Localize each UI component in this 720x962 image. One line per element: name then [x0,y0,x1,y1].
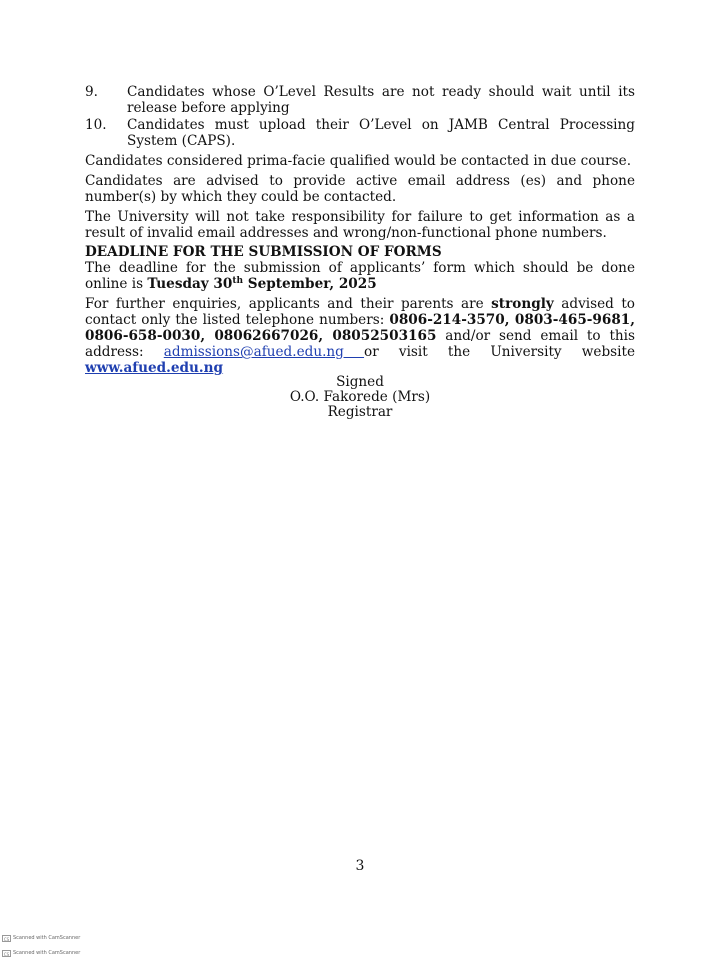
signed-label: Signed [336,374,384,390]
deadline-heading: DEADLINE FOR THE SUBMISSION OF FORMS [85,244,442,260]
scanner-watermark-text: Scanned with CamScanner [13,935,81,941]
page-number: 3 [355,858,365,874]
signatory-title: Registrar [327,404,393,420]
signatory-name: O.O. Fakorede (Mrs) [289,389,431,405]
list-number: 9. [85,84,98,100]
scanner-watermark [2,935,80,942]
email-advice-paragraph: Candidates are advised to provide active email address (es) and phone number(s) by which they could be contacted. [85,173,635,205]
signature-block [220,375,500,420]
scanner-watermark [2,950,80,957]
deadline-paragraph [85,260,635,292]
list-item-10 [85,117,635,149]
list-item-9 [85,84,635,116]
email-link[interactable]: admissions@afued.edu.ng [163,344,365,360]
enquiries-paragraph: For further enquiries, applicants and their parents are strongly advised to contact only the listed telephone numbers: 0806-214-3570, 0803-465-9681, 0806-658-0030, 08062667026, 08052503165 and/or send email to this address: admissions@afued.edu.ng or visit the University website www.afued.edu.ng [85,296,635,376]
deadline-date: Tuesday 30th September, 2025 [147,276,377,292]
strongly-emphasis: strongly [491,296,554,312]
camscanner-icon: CS [3,937,10,942]
website-link[interactable]: www.afued.edu.ng [85,360,224,376]
scanner-watermark-text: Scanned with CamScanner [13,950,81,956]
camscanner-icon: CS [3,952,10,957]
deadline-text: The deadline for the submission of applicants’ form which should be done online is [85,260,635,292]
list-text: Candidates whose O’Level Results are not ready should wait until its release before applying [127,84,635,116]
responsibility-paragraph: The University will not take responsibility for failure to get information as a result of invalid email addresses and wrong/non-functional phone numbers. [85,209,635,241]
document-body [85,84,635,376]
list-text: Candidates must upload their O’Level on JAMB Central Processing System (CAPS). [127,117,635,149]
phone-numbers: 0806-214-3570, 0803-465-9681, 0806-658-0030, 08062667026, 08052503165 [85,312,635,344]
list-number: 10. [85,117,107,133]
prima-facie-paragraph: Candidates considered prima-facie qualified would be contacted in due course. [85,153,632,169]
